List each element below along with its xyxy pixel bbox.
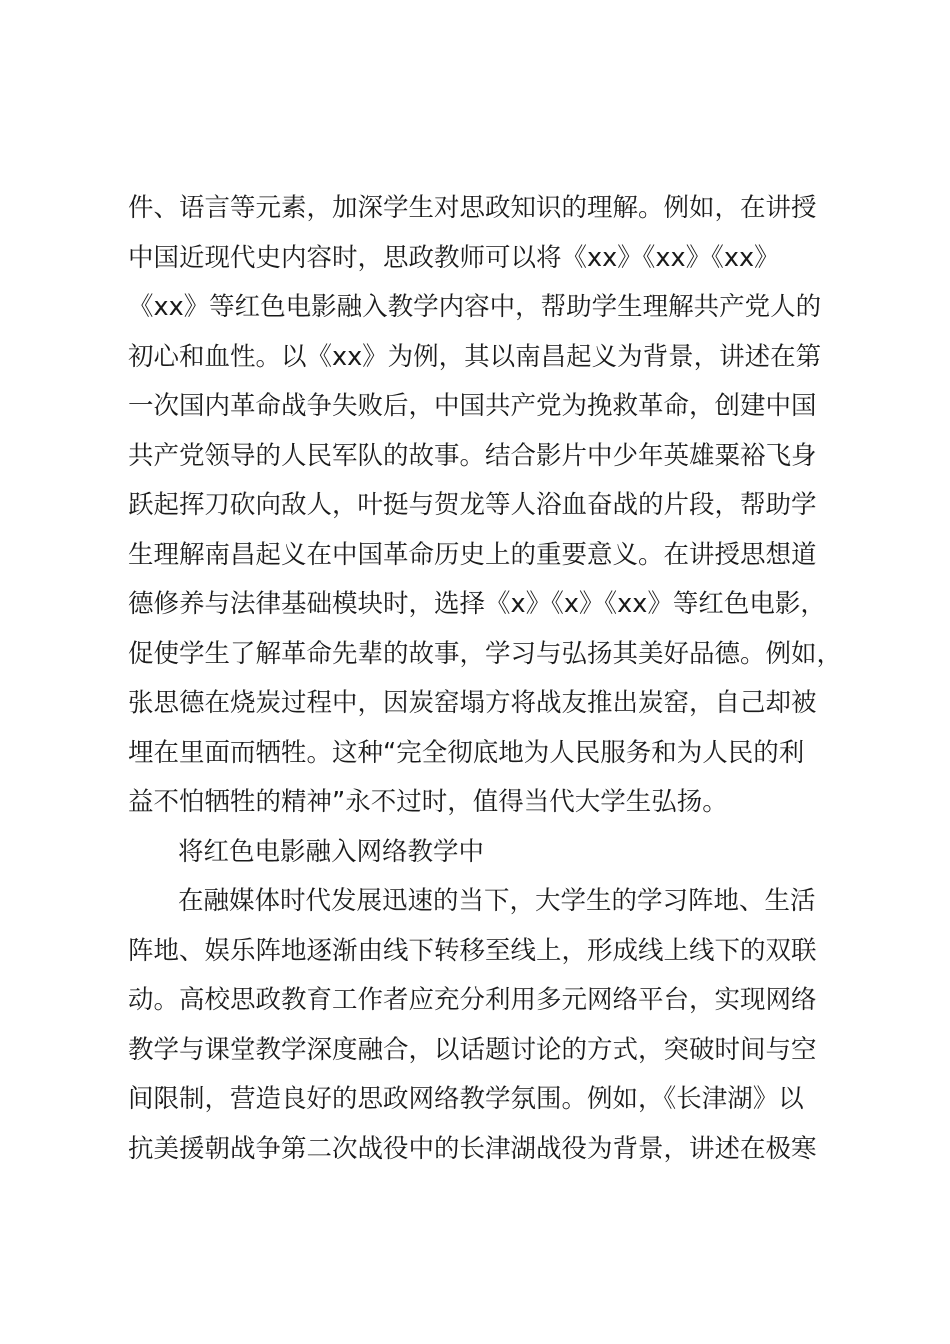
text-line: 中国近现代史内容时，思政教师可以将《xx》《xx》《xx》 (128, 242, 780, 273)
text-line: 促使学生了解革命先辈的故事，学习与弘扬其美好品德。例如， (128, 638, 843, 669)
text-line: 《xx》等红色电影融入教学内容中，帮助学生理解共产党人的 (128, 292, 822, 322)
text-line: 益不怕牺牲的精神”永不过时，值得当代大学生弘扬。 (128, 787, 728, 817)
text-line: 间限制，营造良好的思政网络教学氛围。例如，《长津湖》以 (128, 1084, 804, 1114)
text-line: 德修养与法律基础模块时，选择《x》《x》《xx》等红色电影， (128, 589, 826, 619)
text-line: 抗美援朝战争第二次战役中的长津湖战役为背景，讲述在极寒 (128, 1133, 817, 1164)
text-line: 张思德在烧炭过程中，因炭窑塌方将战友推出炭窑，自己却被 (128, 688, 817, 718)
text-line: 生理解南昌起义在中国革命历史上的重要意义。在讲授思想道 (128, 539, 817, 570)
text-line: 初心和血性。以《xx》为例，其以南昌起义为背景，讲述在第 (128, 341, 822, 372)
text-line: 件、语言等元素，加深学生对思政知识的理解。例如，在讲授 (128, 193, 817, 223)
text-line: 共产党领导的人民军队的故事。结合影片中少年英雄粟裕飞身 (128, 440, 817, 471)
text-line: 埋在里面而牺牲。这种“完全彻底地为人民服务和为人民的利 (128, 737, 805, 768)
text-line: 动。高校思政教育工作者应充分利用多元网络平台，实现网络 (128, 985, 817, 1015)
paragraph-first-line: 在融媒体时代发展迅速的当下，大学生的学习阵地、生活 (178, 886, 816, 916)
body-text (128, 184, 868, 1174)
text-line: 教学与课堂教学深度融合，以话题讨论的方式，突破时间与空 (128, 1034, 817, 1065)
paragraph-first-line: 将红色电影融入网络教学中 (178, 836, 485, 867)
text-line: 阵地、娱乐阵地逐渐由线下转移至线上，形成线上线下的双联 (128, 935, 817, 966)
text-line: 跃起挥刀砍向敌人，叶挺与贺龙等人浴血奋战的片段，帮助学 (128, 490, 817, 520)
text-line: 一次国内革命战争失败后，中国共产党为挽救革命，创建中国 (128, 391, 817, 421)
